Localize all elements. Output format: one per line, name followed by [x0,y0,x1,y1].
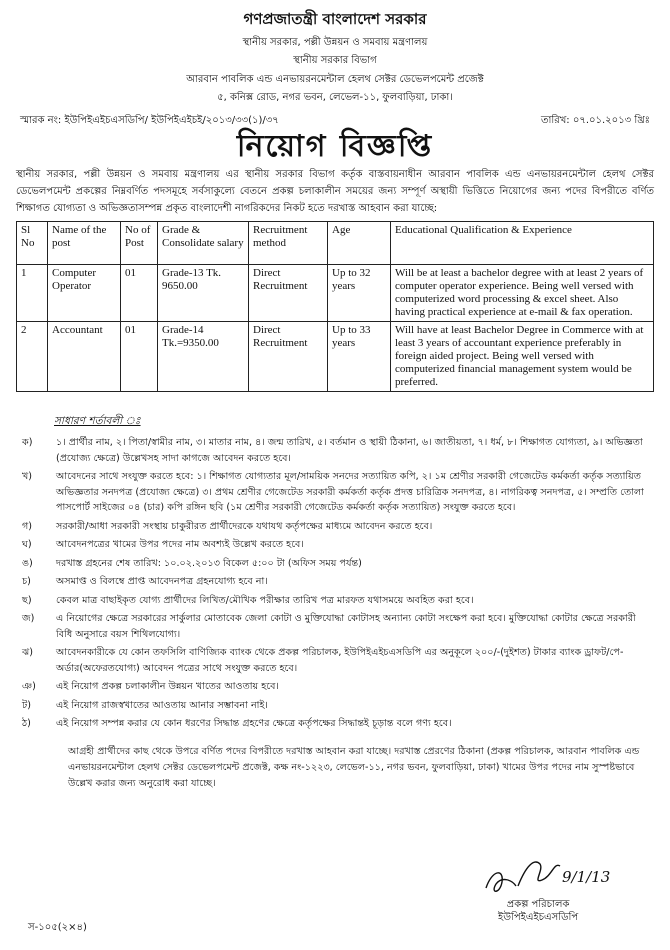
signatory-org: ইউপিইএইচএসডিপি [498,912,579,923]
cell-method: Direct Recruitment [249,322,328,392]
table-row [17,265,654,322]
condition-label: চ) [22,576,31,587]
col-recruitment-method: Recruitment method [249,222,328,265]
condition-text: এই নিয়োগ সম্পন্ন করার যে কোন ধরণের সিদ্ধান্ত গ্রহণের ক্ষেত্রে কর্তৃপক্ষের সিদ্ধান্তই চূড়ান্ত বলে গণ্য হবে। [56,718,452,729]
condition-text: এই নিয়োগ প্রকল্প চলাকালীন উন্নয়ন খাতের আওতায় হবে। [56,681,279,692]
cell-sl: 1 [17,265,48,322]
notice-title: নিয়োগ বিজ্ঞপ্তি [236,129,434,164]
signatory-title: প্রকল্প পরিচালক [506,899,570,910]
cell-grade: Grade-13 Tk. 9650.00 [158,265,249,322]
condition-text: দরখাস্ত গ্রহনের শেষ তারিখ: ১০.০২.২০১৩ বিকেল ৫:০০ টা (অফিস সময় পর্যন্ত) [56,557,362,569]
list-item [16,679,654,695]
col-qualification: Educational Qualification & Experience [391,222,654,265]
condition-text: অসমাপ্ত ও বিলম্বে প্রাপ্ত আবেদনপত্র গ্রহনযোগ্য হবে না। [56,576,268,587]
cell-age: Up to 32 years [328,265,391,322]
signature-stroke [486,873,516,891]
condition-label: ঠ) [22,718,31,729]
signature-date: 9/1/13 [562,868,611,886]
memo-number: স্মারক নং: ইউপিইএইচএসডিপি/ ইউপিইএইচই/২০১৩/৩৩(১)/৩৭ [20,115,279,126]
list-item [16,537,654,553]
condition-text: ১। প্রার্থীর নাম, ২। পিতা/স্বামীর নাম, ৩। মাতার নাম, ৪। জন্ম তারিখ, ৫। বর্তমান ও স্থায়ী ঠিকানা, ৬। জাতীয়তা, ৭। ধর্ম, ৮। শিক্ষাগত যোগ্যতা, ৯। অভিজ্ঞতা (প্রযোজ্য ক্ষেত্রে) উল্লেখসহ সাদা কাগজে আবেদন করতে হবে। [56,437,643,464]
col-post-name: Name of the post [48,222,121,265]
condition-text: আবেদনকারীকে যে কোন তফসিলি বাণিজ্যিক ব্যাংক থেকে প্রকল্প পরিচালক, ইউপিইএইচএসডিপি এর অনুকূলে ২০০/-(দুইশত) টাকার ব্যাংক ড্রাফট/পে-অর্ডার(অফেরতযোগ্য) আবেদন পত্রের সাথে সংযুক্ত করতে হবে। [56,647,624,674]
condition-label: ছ) [22,594,32,606]
condition-text: এই নিয়োগ রাজস্বখাতের আওতায় আনার সম্ভাবনা নাই। [56,699,268,711]
condition-label: ঘ) [22,539,32,550]
cell-post: Accountant [48,322,121,392]
footer-code: স-১০৫(২×৪) [28,922,87,933]
signature-stroke [518,862,560,886]
general-conditions-heading: সাধারণ শর্তাবলী ঃ [54,415,141,427]
table-row [17,322,654,392]
list-item [16,593,654,609]
memo-row [16,113,654,130]
cell-age: Up to 33 years [328,322,391,392]
col-sl-no: Sl No [17,222,48,265]
condition-text: আবেদনপত্রের খামের উপর পদের নাম অবশ্যই উল্লেখ করতে হবে। [56,539,304,550]
memo-date: তারিখ: ০৭.০১.২০১৩ খ্রিঃ [540,115,650,126]
list-item [16,716,654,732]
condition-text: সরকারী/আধা সরকারী সংস্থায় চাকুরীরত প্রার্থীদেরকে যথাযথ কর্তৃপক্ষের মাধ্যমে আবেদন করতে হবে। [56,520,433,532]
condition-label: ঝ) [22,647,34,658]
list-item [16,698,654,714]
table-header-row [17,222,654,265]
office-address: ৫, কনিক্স রোড, নগর ভবন, লেভেল-১১, ফুলবাড়িয়া, ঢাকা। [217,92,453,103]
condition-label: ক) [22,437,33,448]
cell-method: Direct Recruitment [249,265,328,322]
list-item [16,611,654,642]
condition-text: কেবল মাত্র বাছাইকৃত যোগ্য প্রার্থীদের লিখিত/মৌখিক পরীক্ষার তারিখ পত্র মারফত যথাসময়ে অবহিত করা হবে। [56,594,474,606]
cell-grade: Grade-14 Tk.=9350.00 [158,322,249,392]
condition-label: ঞ) [22,681,36,692]
condition-label: ট) [22,699,31,711]
condition-label: খ) [22,471,33,482]
signatory-block [498,898,578,924]
condition-label: গ) [22,520,33,532]
letterhead [16,8,654,107]
cell-sl: 2 [17,322,48,392]
cell-count: 01 [121,265,158,322]
condition-label: জ) [22,613,35,624]
col-age: Age [328,222,391,265]
signature-mark [482,850,611,900]
intro-paragraph: স্থানীয় সরকার, পল্লী উন্নয়ন ও সমবায় মন্ত্রণালয় এর স্থানীয় সরকার বিভাগ কর্তৃক বাস্তবায়নাধীন আরবান পাবলিক এন্ড এনভায়রনমেন্টাল হেলথ সেক্টর ডেভেলপমেন্ট প্রকল্পের নিম্নবর্ণিত পদসমূহে সর্বসাকুল্যে বেতনে প্রকল্প চলাকালীন সময়ের জন্য সম্পূর্ণ অস্থায়ী ভিত্তিতে নিয়োগের জন্য পদের বিপরীতে বর্ণিত শিক্ষাগত যোগ্যতা ও অভিজ্ঞতাসম্পন্ন প্রকৃত বাংলাদেশী নাগরিকদের নিকট হতে দরখাস্ত আহবান করা যাচ্ছে: [16,169,654,214]
col-grade-salary: Grade & Consolidate salary [158,222,249,265]
division-name: স্থানীয় সরকার বিভাগ [293,55,377,66]
col-no-of-post: No of Post [121,222,158,265]
condition-text: এ নিয়োগের ক্ষেত্রে সরকারের সার্কুলার মোতাবেক জেলা কোটা ও মুক্তিযোদ্ধা কোটাসহ অন্যান্য কোটা সংক্ষেপ করা হবে। মুক্তিযোদ্ধা কোটার ক্ষেত্রে সরকারী বিধি অনুসারে বয়স শিথিলযোগ্য। [56,613,636,640]
closing-paragraph: আগ্রহী প্রার্থীদের কাছ থেকে উপরে বর্ণিত পদের বিপরীতে দরখাস্ত আহবান করা যাচ্ছে। দরখাস্ত প্রেরণের ঠিকানা (প্রকল্প পরিচালক, আরবান পাবলিক এন্ড এনভায়রনমেন্টাল হেলথ সেক্টর ডেভেলপমেন্ট প্রজেক্ট, কক্ষ নং-১২২৩, লেভেল-১১, নগর ভবন, ফুলবাড়িয়া, ঢাকা) খামের উপর পদের নাম সুস্পষ্টভাবে উল্লেখ করার জন্য অনুরোধ করা যাচ্ছে। [68,745,640,789]
cell-count: 01 [121,322,158,392]
conditions-list [16,435,654,732]
cell-qualification: Will have at least Bachelor Degree in Commerce with at least 3 years of accountant experience preferably in foreign aided project. Being well versed with computerized financial management system would be preferred. [391,322,654,392]
list-item [16,435,654,466]
condition-text: আবেদনের সাথে সংযুক্ত করতে হবে: ১। শিক্ষাগত যোগ্যতার মূল/সাময়িক সনদের সত্যায়িত কপি, ২। ১ম শ্রেণীর সরকারী গেজেটেড কর্মকর্তা কর্তৃক সত্যায়িত অভিজ্ঞতার সনদপত্র (প্রযোজ্য ক্ষেত্রে) ৩। প্রথম শ্রেণীর গেজেটেড সরকারী কর্মকর্তা কর্তৃক প্রদত্ত চারিত্রিক সনদপত্র, ৪। নাগরিকত্ব সনদপত্র, ৫। সম্প্রতি তোলা পাসপোর্ট সাইজের ০৪ (চার) কপি রঙ্গিন ছবি (১ম শ্রেণীর সরকারী গেজেটেড কর্মকর্তা কর্তৃক সত্যায়িত) সংযুক্ত করতে হবে। [56,471,644,513]
cell-post: Computer Operator [48,265,121,322]
vacancy-table [16,221,654,392]
cell-qualification: Will be at least a bachelor degree with at least 2 years of computer operator experience. Being well versed with computerized word processing & excel sheet. Also having practical experience at e-mail & fax operation. [391,265,654,322]
list-item [16,556,654,572]
list-item [16,645,654,676]
ministry-name: স্থানীয় সরকার, পল্লী উন্নয়ন ও সমবায় মন্ত্রণালয় [242,37,428,48]
list-item [16,469,654,516]
list-item [16,574,654,590]
project-name: আরবান পাবলিক এন্ড এনভায়রনমেন্টাল হেলথ সেক্টর ডেভেলপমেন্ট প্রজেক্ট [186,74,484,85]
government-title: গণপ্রজাতন্ত্রী বাংলাদেশ সরকার [243,10,427,28]
list-item [16,519,654,535]
condition-label: ঙ) [22,557,33,569]
